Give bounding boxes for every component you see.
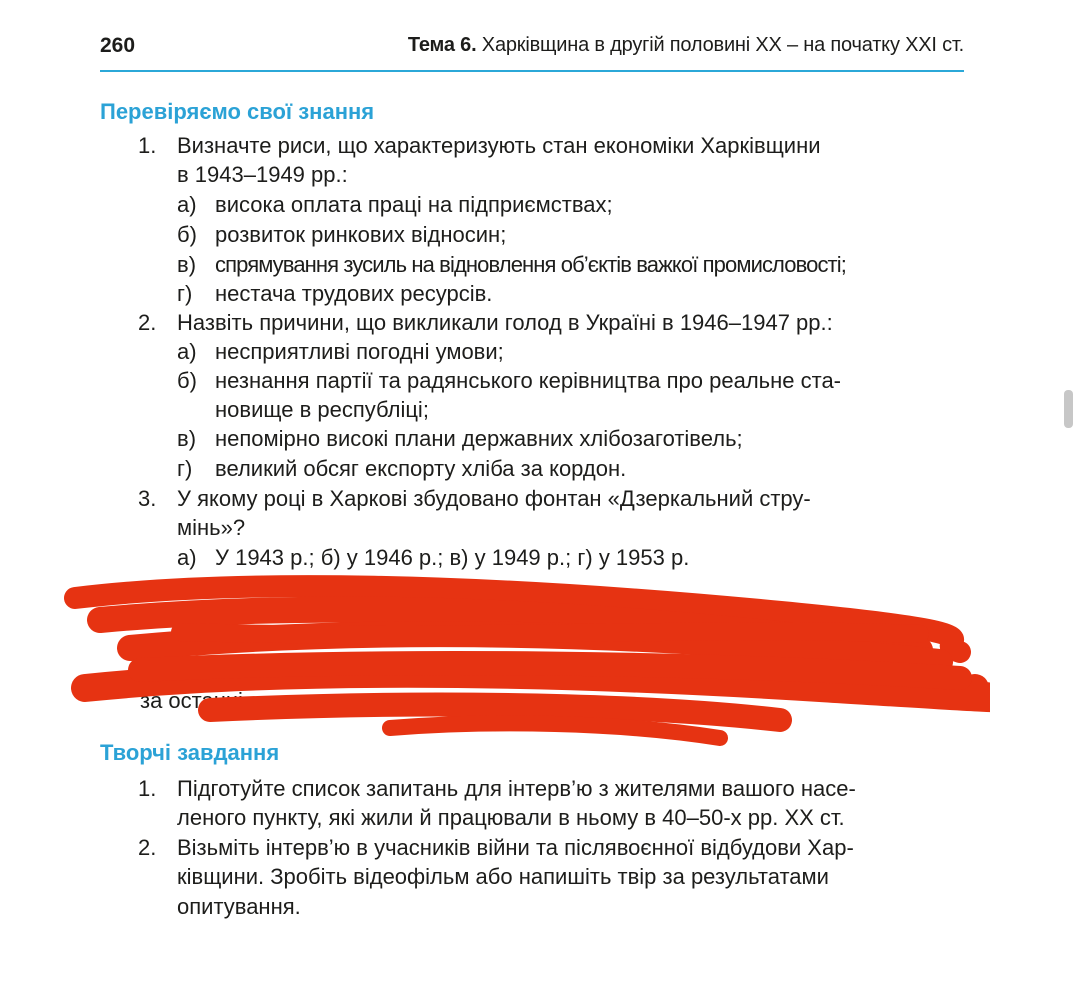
question-text-line: Визначте риси, що характеризують стан економіки Харківщини — [177, 133, 821, 158]
option-letter: а) — [177, 192, 197, 217]
scrollbar-thumb[interactable] — [1064, 390, 1073, 428]
option-text: спрямування зусиль на відновлення об’єктів важкої промисловості; — [215, 252, 846, 277]
redacted-heading-fragment: х навичок — [396, 596, 505, 621]
task-number: 2. — [138, 835, 157, 860]
question-number: 2. — [138, 310, 157, 335]
red-scribble-redaction — [60, 570, 990, 760]
running-title — [408, 34, 964, 57]
task-text-line: Підготуйте список запитань для інтерв’ю з жителями вашого насе- — [177, 776, 856, 801]
option-text: новище в республіці; — [215, 397, 429, 422]
option-letter: а) — [177, 545, 197, 570]
topic-title: Харківщина в другій половині ХХ – на початку ХХІ ст. — [476, 34, 964, 56]
option-text: нестача трудових ресурсів. — [215, 281, 493, 306]
option-letter: в) — [177, 426, 197, 451]
task-text-line: ківщини. Зробіть відеофільм або напишіть твір за результатами — [177, 864, 829, 889]
question-text-line: Назвіть причини, що викликали голод в Україні в 1946–1947 рр.: — [177, 310, 833, 335]
page-number: 260 — [100, 34, 136, 57]
section-heading-creative: Творчі завдання — [100, 740, 280, 765]
header-rule — [100, 70, 964, 72]
option-letter: б) — [177, 368, 197, 393]
question-text-line: мінь»? — [177, 515, 246, 540]
option-text: непомірно високі плани державних хлібозаготівель; — [215, 426, 743, 451]
task-text-line: леного пункту, які жили й працювали в ньому в 40–50-х рр. ХХ ст. — [177, 805, 845, 830]
topic-label: Тема 6. — [407, 34, 477, 56]
option-letter: а) — [177, 339, 197, 364]
option-letter: г) — [177, 281, 193, 306]
question-text-line: У якому році в Харкові збудовано фонтан «Дзеркальний стру- — [177, 486, 811, 511]
option-text: великий обсяг експорту хліба за кордон. — [215, 456, 627, 481]
redacted-text-fragment: за останні — [140, 688, 243, 713]
option-letter: г) — [177, 456, 193, 481]
option-text: висока оплата праці на підприємствах; — [215, 192, 613, 217]
option-text: несприятливі погодні умови; — [215, 339, 504, 364]
page-header — [100, 32, 964, 62]
option-text: У 1943 р.; б) у 1946 р.; в) у 1949 р.; г) у 1953 р. — [215, 545, 690, 570]
option-text: розвиток ринкових відносин; — [215, 222, 507, 247]
option-letter: б) — [177, 222, 197, 247]
task-text-line: опитування. — [177, 894, 301, 919]
question-text-line: в 1943–1949 рр.: — [177, 162, 348, 187]
task-text-line: Візьміть інтерв’ю в учасників війни та післявоєнної відбудови Хар- — [177, 835, 854, 860]
question-number: 3. — [138, 486, 157, 511]
option-letter: в) — [177, 252, 197, 277]
question-number: 1. — [138, 133, 157, 158]
task-number: 1. — [138, 776, 157, 801]
option-text: незнання партії та радянського керівництва про реальне ста- — [215, 368, 842, 393]
section-heading-check: Перевіряємо свої знання — [100, 99, 375, 124]
